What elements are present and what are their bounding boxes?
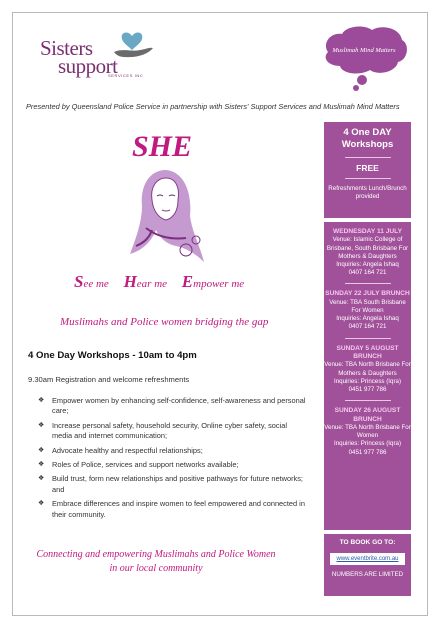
- sisters-support-logo: [36, 30, 156, 82]
- bullet-list: [38, 396, 306, 524]
- logo-line1: Sisters: [40, 36, 93, 60]
- divider: [345, 178, 391, 179]
- event-phone: 0407 164 721: [348, 269, 387, 277]
- event-venue: Venue: TBA North Brisbane For Mothers & Daughters: [324, 361, 411, 377]
- divider: [345, 157, 391, 158]
- muslimah-mind-matters-logo: [318, 22, 410, 92]
- workshop-summary-box: [324, 122, 411, 218]
- booking-box: [324, 534, 411, 596]
- tagline-see: ee me: [83, 278, 109, 290]
- event-day: WEDNESDAY 11 JULY: [332, 228, 403, 235]
- divider: [345, 338, 391, 339]
- summary-title: 4 One DAY Workshops: [341, 127, 394, 150]
- event-item: [324, 345, 411, 402]
- free-label: FREE: [356, 163, 379, 173]
- events-box: [324, 222, 411, 530]
- divider: [345, 400, 391, 401]
- bullet-item: [38, 421, 306, 442]
- tagline-s: S: [74, 272, 84, 291]
- bullet-item: [38, 396, 306, 417]
- bullet-icon: ❖: [38, 461, 45, 469]
- event-day: SUNDAY 26 AUGUST BRUNCH: [334, 407, 401, 423]
- numbers-limited: NUMBERS ARE LIMITED: [331, 571, 404, 579]
- bullet-text: Increase personal safety, household security, Online cyber safety, social media and internet communication;: [52, 420, 287, 441]
- divider: [345, 283, 391, 284]
- bullet-text: Roles of Police, services and support networks available;: [52, 460, 239, 470]
- bullet-text: Build trust, form new relationships and positive pathways for future networks; and: [52, 474, 303, 494]
- event-day: SUNDAY 22 JULY BRUNCH: [325, 290, 410, 298]
- tagline-e: E: [181, 272, 194, 291]
- event-venue: Venue: TBA South Brisbane For Women: [329, 298, 406, 315]
- event-phone: 0451 977 786: [348, 448, 387, 456]
- bullet-item: [38, 474, 306, 495]
- tagline-h: H: [123, 272, 137, 291]
- tagline: [74, 272, 256, 292]
- footer-tagline: Connecting and empowering Muslimahs and Police Women in our local community: [36, 549, 276, 574]
- logo-sub: SERVICES INC: [108, 73, 144, 78]
- bullet-text: Advocate healthy and respectful relationships;: [52, 445, 203, 455]
- event-inquiries: Inquiries: Angela Ishaq: [336, 315, 399, 323]
- booking-label: TO BOOK GO TO:: [339, 539, 396, 546]
- bullet-icon: ❖: [38, 475, 45, 483]
- presented-by: Presented by Queensland Police Service in partnership with Sisters' Support Services and Muslimah Mind Matters: [26, 102, 400, 111]
- bullet-item: [38, 460, 306, 470]
- bullet-item: [38, 499, 306, 520]
- bullet-item: [38, 446, 306, 456]
- event-venue: Venue: TBA North Brisbane For Women: [324, 424, 411, 440]
- sidebar: [324, 122, 411, 596]
- bullet-icon: ❖: [38, 397, 45, 404]
- event-phone: 0407 164 721: [348, 323, 387, 331]
- event-inquiries: Inquiries: Princess (Iqra): [333, 440, 402, 448]
- event-venue: Venue: Islamic College of Brisbane, South Brisbane For Mothers & Daughters: [326, 236, 409, 260]
- bridge-line: Muslimahs and Police women bridging the gap: [60, 316, 269, 328]
- bullet-icon: ❖: [38, 446, 45, 454]
- refreshments-text: Refreshments Lunch/Brunch provided: [328, 185, 407, 201]
- bullet-text: Empower women by enhancing self-confidence, self-awareness and personal care;: [52, 396, 306, 416]
- hijab-woman-illustration: [126, 166, 208, 266]
- page-title: SHE: [132, 130, 193, 163]
- event-item: [324, 290, 411, 338]
- logo-right-text: Muslimah Mind Matters: [332, 47, 396, 54]
- event-day: SUNDAY 5 AUGUST BRUNCH: [336, 344, 399, 361]
- bullet-text: Embrace differences and inspire women to feel empowered and connected in their community.: [52, 499, 305, 519]
- heart-hand-icon: [110, 30, 154, 60]
- event-inquiries: Inquiries: Angela Ishaq: [336, 261, 399, 269]
- event-inquiries: Inquiries: Princess (Iqra): [333, 377, 402, 385]
- registration-text: 9.30am Registration and welcome refreshments: [28, 375, 190, 384]
- eventbrite-link[interactable]: www.eventbrite.com.au: [330, 553, 405, 565]
- logo-line2: support: [58, 54, 118, 78]
- event-item: [324, 228, 411, 284]
- event-item: [324, 407, 411, 457]
- tagline-hear: ear me: [136, 278, 168, 290]
- workshop-heading: 4 One Day Workshops - 10am to 4pm: [28, 350, 197, 361]
- bullet-icon: ❖: [38, 500, 45, 508]
- tagline-empower: mpower me: [193, 278, 245, 290]
- event-phone: 0451 977 786: [348, 386, 387, 394]
- bullet-icon: ❖: [38, 421, 45, 429]
